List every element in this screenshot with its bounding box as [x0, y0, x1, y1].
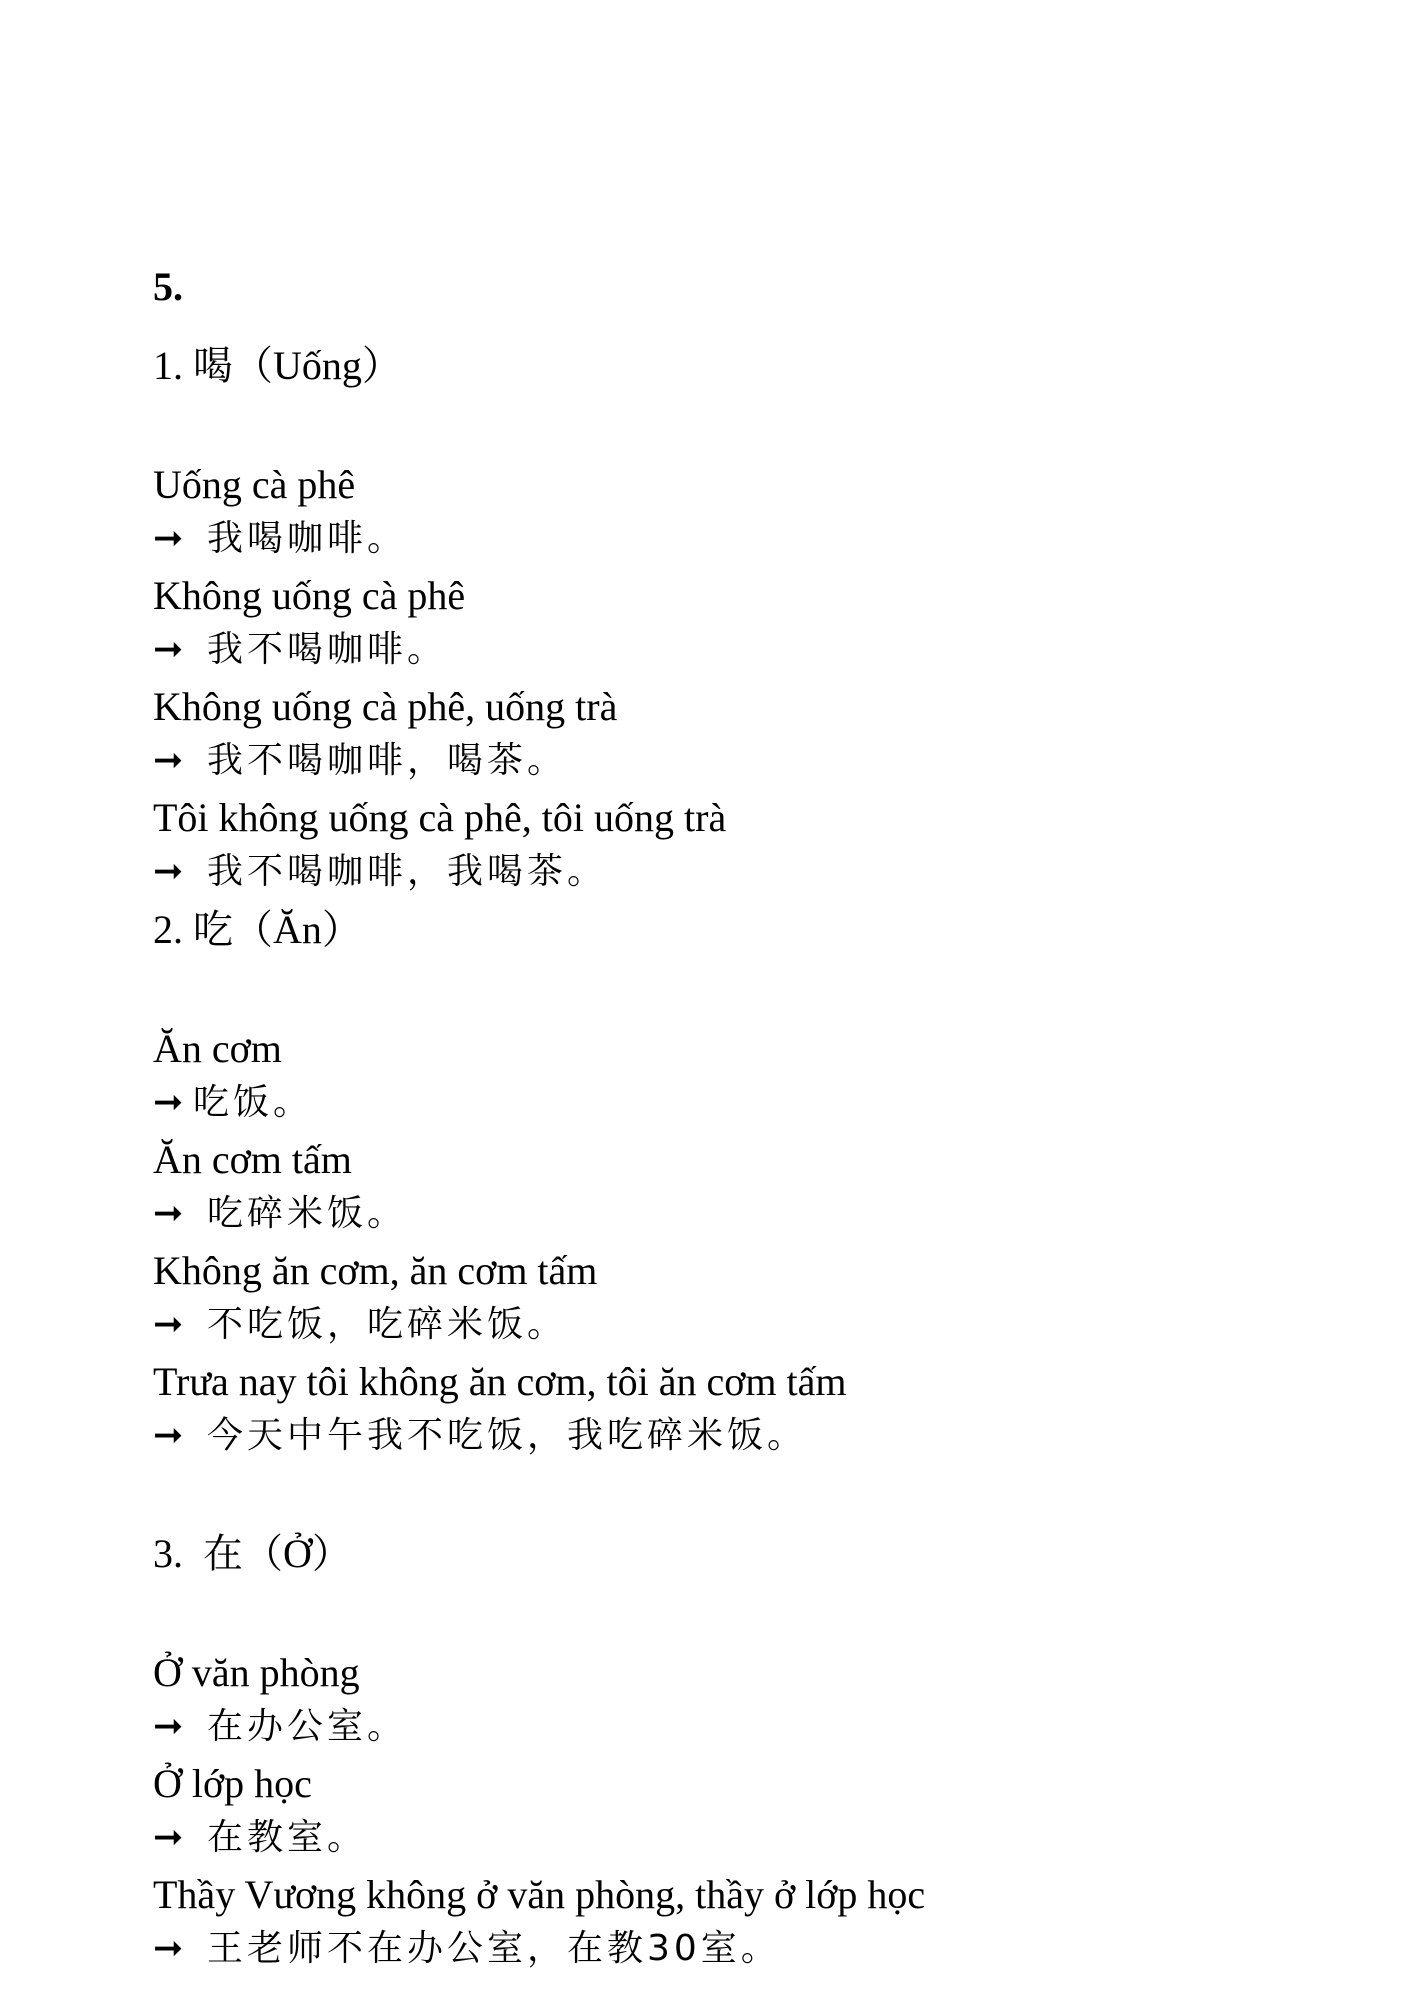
- arrow-icon: ➞: [153, 1082, 184, 1123]
- chinese-translation: [153, 1077, 1333, 1129]
- chinese-text: 吃饭。: [193, 1082, 314, 1123]
- arrow-icon: ➞: [153, 1193, 184, 1234]
- arrow-icon: ➞: [153, 1817, 184, 1858]
- section-heading: 3. 在（Ở）: [153, 1531, 352, 1576]
- chinese-translation: [153, 1410, 1333, 1462]
- vietnamese-phrase: Ăn cơm: [153, 1026, 282, 1071]
- arrow-icon: ➞: [153, 1304, 184, 1345]
- vietnamese-phrase: Ăn cơm tấm: [153, 1137, 352, 1182]
- chinese-text: 在教室。: [207, 1817, 368, 1858]
- chinese-text: 今天中午我不吃饭，我吃碎米饭。: [207, 1415, 808, 1456]
- chinese-text: 我不喝咖啡，我喝茶。: [207, 851, 608, 892]
- chinese-translation: [153, 1923, 1333, 1975]
- arrow-icon: ➞: [153, 851, 184, 892]
- chinese-text: 王老师不在办公室，在教30室。: [207, 1928, 781, 1969]
- vietnamese-phrase: Ở lớp học: [153, 1761, 312, 1806]
- vietnamese-phrase: Không ăn cơm, ăn cơm tấm: [153, 1248, 598, 1293]
- arrow-icon: ➞: [153, 518, 184, 559]
- section-at: [153, 1524, 1333, 1975]
- vietnamese-phrase: Trưa nay tôi không ăn cơm, tôi ăn cơm tấm: [153, 1359, 847, 1404]
- chinese-text: 我不喝咖啡，喝茶。: [207, 740, 568, 781]
- chinese-translation: [153, 1188, 1333, 1240]
- chinese-text: 我喝咖啡。: [207, 518, 408, 559]
- chinese-text: 我不喝咖啡。: [207, 629, 448, 670]
- section-heading: 2. 吃（Ăn）: [153, 907, 362, 952]
- chinese-translation: [153, 1701, 1333, 1753]
- arrow-icon: ➞: [153, 1706, 184, 1747]
- exercise-number: 5.: [153, 264, 183, 309]
- vietnamese-phrase: Tôi không uống cà phê, tôi uống trà: [153, 795, 727, 840]
- chinese-translation: [153, 846, 1333, 898]
- document-page: [153, 258, 1333, 1977]
- arrow-icon: ➞: [153, 1415, 184, 1456]
- section-drink: [153, 336, 1333, 898]
- section-heading: 1. 喝（Uống）: [153, 343, 402, 388]
- vietnamese-phrase: Không uống cà phê, uống trà: [153, 684, 618, 729]
- chinese-translation: [153, 513, 1333, 565]
- chinese-text: 吃碎米饭。: [207, 1193, 408, 1234]
- chinese-translation: [153, 1812, 1333, 1864]
- chinese-translation: [153, 1299, 1333, 1351]
- arrow-icon: ➞: [153, 740, 184, 781]
- arrow-icon: ➞: [153, 1928, 184, 1969]
- vietnamese-phrase: Thầy Vương không ở văn phòng, thầy ở lớp học: [153, 1872, 926, 1917]
- vietnamese-phrase: Uống cà phê: [153, 462, 356, 507]
- chinese-text: 不吃饭，吃碎米饭。: [207, 1304, 568, 1345]
- vietnamese-phrase: Không uống cà phê: [153, 573, 466, 618]
- arrow-icon: ➞: [153, 629, 184, 670]
- chinese-translation: [153, 735, 1333, 787]
- section-eat: [153, 900, 1333, 1462]
- chinese-text: 在办公室。: [207, 1706, 408, 1747]
- chinese-translation: [153, 624, 1333, 676]
- vietnamese-phrase: Ở văn phòng: [153, 1650, 360, 1695]
